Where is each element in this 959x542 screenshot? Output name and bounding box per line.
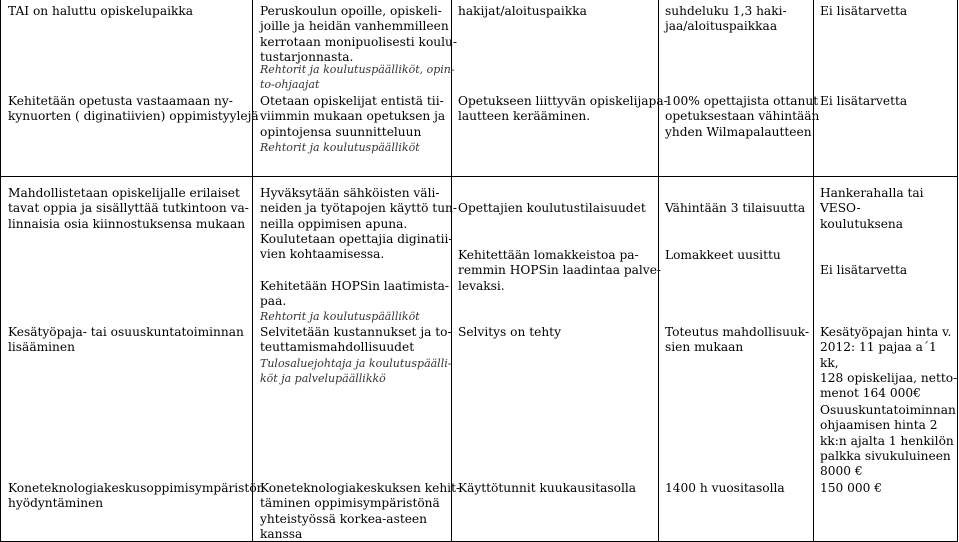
indicator-cell: Kehitettään lomakkeistoa pa- remmin HOPSin laadintaa palve- levaksi. (458, 248, 662, 293)
action-cell: Selvitetään kustannukset ja to- teuttamismahdollisuudet (260, 325, 452, 355)
goal-cell: Kehitetään opetusta vastaamaan ny- kynuorten ( diginatiivien) oppimistyylejä (8, 94, 259, 124)
target-cell: Vähintään 3 tilaisuutta (665, 201, 806, 215)
indicator-cell: Selvitys on tehty (458, 325, 561, 339)
responsible-cell: Rehtorit ja koulutuspäälliköt (260, 310, 420, 323)
responsible-cell: Rehtorit ja koulutuspäälliköt (260, 141, 420, 154)
indicator-cell: hakijat/aloituspaikka (458, 4, 587, 18)
goal-cell: Kesätyöpaja- tai osuuskuntatoiminnan lisääminen (8, 325, 244, 355)
target-cell: Lomakkeet uusittu (665, 248, 781, 262)
action-cell: Otetaan opiskelijat entistä tii- viimmin mukaan opetuksen ja opintojensa suunnitteluun (260, 94, 446, 139)
target-cell: suhdeluku 1,3 haki- jaa/aloituspaikkaa (665, 4, 787, 34)
table-border-right (957, 0, 958, 542)
resource-cell: Osuuskuntatoiminnan ohjaamisen hinta 2 kk:n ajalta 1 henkilön palkka sivukuluineen 8000 € (820, 403, 956, 479)
goal-cell: Mahdollistetaan opiskelijalle erilaiset tavat oppia ja sisällyttää tutkintoon va- linnaisia osia kiinnostuksensa mukaan (8, 186, 249, 231)
indicator-cell: Opettajien koulutustilaisuudet (458, 201, 646, 215)
action-cell: Koneteknologiakeskuksen kehit- täminen oppimisympäristönä yhteistyössä korkea-asteen kanssa (260, 481, 461, 541)
resource-cell: Kesätyöpajan hinta v. 2012: 11 pajaa a´1 kk, 128 opiskelijaa, netto- menot 164 000€ (820, 325, 958, 401)
table-border-left (0, 0, 1, 542)
action-cell: Kehitetään HOPSin laatimista- paa. (260, 279, 450, 309)
responsible-cell: Tulosaluejohtaja ja koulutuspäälli- köt ja palvelupäällikkö (260, 357, 452, 386)
target-cell: 1400 h vuositasolla (665, 481, 785, 495)
responsible-cell: Rehtorit ja koulutuspäälliköt, opin- to-ohjaajat (260, 63, 455, 91)
resource-cell: Ei lisätarvetta (820, 263, 908, 277)
resource-cell: Ei lisätarvetta (820, 94, 908, 108)
column-divider (252, 0, 253, 542)
resource-cell: 150 000 € (820, 481, 883, 495)
resource-cell: Hankerahalla tai VESO- koulutuksena (820, 186, 924, 231)
target-cell: 100% opettajista ottanut opetuksestaan vähintään yhden Wilmapalautteen (665, 94, 820, 139)
action-cell: Hyväksytään sähköisten väli- neiden ja työtapojen käyttö tun- neilla oppimisen apuna. Koulutetaan opettajia diginatii- vien kohtaamisessa. (260, 186, 458, 262)
goal-cell: Koneteknologiakeskusoppimisympäristön hyödyntäminen (8, 481, 265, 511)
target-cell: Toteutus mahdollisuuk- sien mukaan (665, 325, 810, 355)
column-divider (813, 0, 814, 542)
indicator-cell: Käyttötunnit kuukausitasolla (458, 481, 637, 495)
row-divider (0, 176, 958, 177)
indicator-cell: Opetukseen liittyvän opiskelijapa- lautteen kerääminen. (458, 94, 668, 124)
resource-cell: Ei lisätarvetta (820, 4, 908, 18)
action-cell: Peruskoulun opoille, opiskeli- joille ja heidän vanhemmilleen kerrotaan monipuolisesti koulu- tustarjonnasta. (260, 4, 457, 64)
goal-cell: TAI on haluttu opiskelupaikka (8, 4, 194, 18)
